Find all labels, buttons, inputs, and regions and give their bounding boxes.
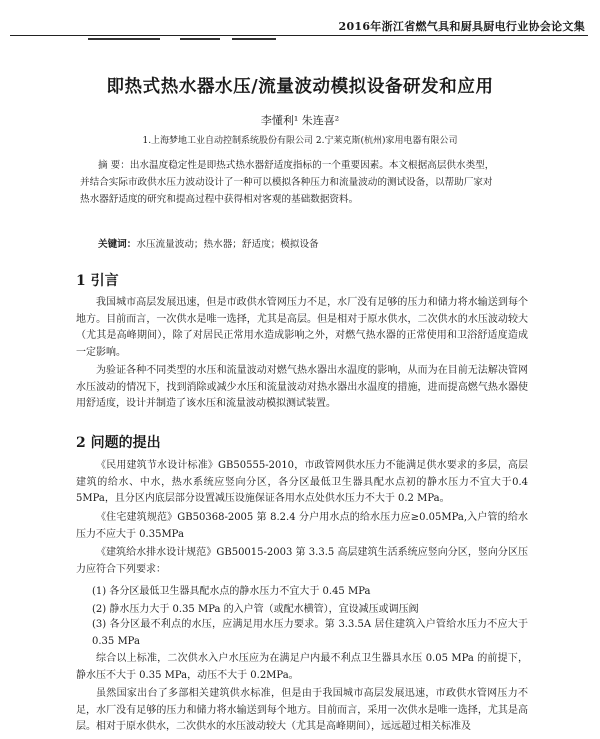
section-heading-intro: 1 引言 [76, 273, 119, 289]
abstract: 摘 要：出水温度稳定性是即热式热水器舒适度指标的一个重要因素。本文根据高层供水类型，并结合实际市政供水压力波动设计了一种可以模拟各种压力和流量波动的测试设备，以帮助厂家对热水器舒适度的研究和提高过程中获得相对客观的基础数据资料。 [80, 160, 495, 205]
problem-paragraph-4: 综合以上标准，二次供水入户水压应为在满足户内最不利点卫生器具水压 0.05 MPa 的前提下，静水压不大于 0.35 MPa，动压不大于 0.2MPa。 [76, 653, 528, 681]
problem-paragraph-5: 虽然国家出台了多部相关建筑供水标准，但是由于我国城市高层发展迅速，市政供水管网压力不足，水厂没有足够的压力和储力将水输送到每个地方。目前而言，采用一次供水是唯一选择，尤其是高层。相对于原水供水，二次供水的水压波动较大（尤其是高峰期间），远远超过相关标准及 [76, 688, 528, 732]
running-title: 2016年浙江省燃气具和厨具厨电行业协会论文集 [338, 20, 585, 33]
paper-title: 即热式热水器水压/流量波动模拟设备研发和应用 [106, 77, 494, 97]
requirement-item-3: (3) 各分区最不利点的水压，应满足用水压力要求。第 3.3.5A 居住建筑入户管给水压力不应大于 0.35 MPa [92, 619, 528, 647]
problem-paragraph-1: 《民用建筑节水设计标准》GB50555-2010，市政管网供水压力不能满足供水要求的多层，高层建筑的给水、中水，热水系统应竖向分区，各分区最低卫生器具配水点初的静水压力不宜大于0.4 5MPa，且分区内底层部分设置减压设施保证各用水点处供水压力不大于 0.2 MPa。 [76, 460, 528, 504]
requirement-item-1: (1) 各分区最低卫生器具配水点的静水压力不宜大于 0.45 MPa [92, 586, 371, 597]
header-dash [88, 38, 160, 40]
problem-paragraph-2: 《住宅建筑规范》GB50368-2005 第 8.2.4 分户用水点的给水压力应≥0.05MPa,入户管的给水压力不应大于 0.35MPa [76, 512, 528, 540]
paper-affiliations: 1.上海梦地工业自动控制系统股份有限公司 2.宁莱克斯(杭州)家用电器有限公司 [142, 136, 458, 146]
intro-paragraph-2: 为验证各种不同类型的水压和流量波动对燃气热水器出水温度的影响，从而为在目前无法解决管网水压波动的情况下，找到消除或减少水压和流量波动对热水器出水温度的措施，进而提高燃气热水器使用舒适度，设计并制造了该水压和流量波动模拟测试装置。 [76, 365, 528, 409]
header-dash [180, 38, 220, 40]
header-rule [10, 35, 588, 36]
problem-paragraph-3: 《建筑给水排水设计规范》GB50015-2003 第 3.3.5 高层建筑生活系统应竖向分区，竖向分区压力应符合下列要求： [76, 547, 528, 575]
header-dash [232, 38, 276, 40]
keywords [98, 236, 319, 250]
requirement-item-2: (2) 静水压力大于 0.35 MPa 的入户管（或配水横管），宜设减压或调压阀 [92, 604, 419, 615]
keywords-label: 关键词： [98, 239, 137, 250]
paper-authors: 李懂利¹ 朱连喜² [260, 114, 340, 127]
intro-paragraph-1: 我国城市高层发展迅速，但是市政供水管网压力不足，水厂没有足够的压力和储力将水输送到每个地方。目前而言，一次供水是唯一选择，尤其是高层。但是相对于原水供水，二次供水的水压波动较大（尤其是高峰期间），除了对居民正常用水造成影响之外，对燃气热水器的正常使用和卫浴舒适度造成一定影响。 [76, 297, 528, 358]
section-heading-problem: 2 问题的提出 [76, 435, 161, 451]
keywords-text: 水压流量波动；热水器；舒适度；模拟设备 [136, 239, 319, 250]
page-header [0, 0, 600, 40]
